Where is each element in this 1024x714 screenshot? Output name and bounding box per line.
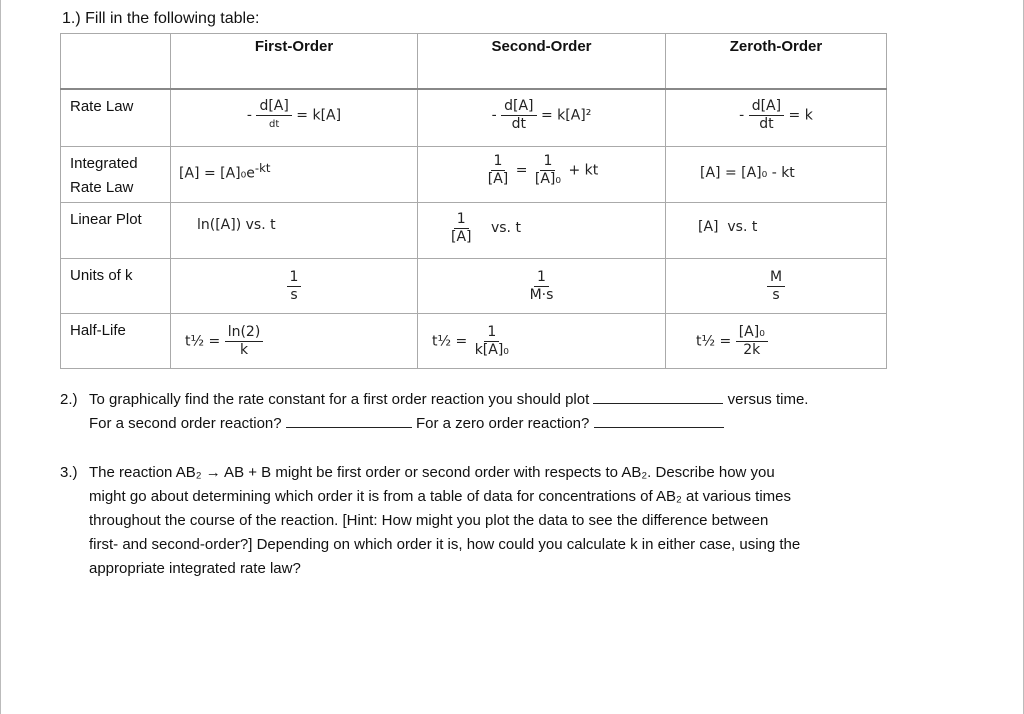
cell-second-linear-plot bbox=[418, 202, 666, 258]
cell-second-rate-law bbox=[418, 89, 666, 146]
rate-expression: = k[A]² bbox=[540, 107, 592, 124]
fraction-numerator: 1 bbox=[491, 153, 506, 171]
row-label-line-2: Rate Law bbox=[70, 178, 134, 196]
cell-zeroth-rate-law bbox=[666, 89, 887, 146]
half-life-fraction bbox=[225, 324, 264, 359]
header-zeroth-order: Zeroth-Order bbox=[666, 34, 887, 90]
question-2-text: To graphically find the rate constant for a first order reaction you should plot bbox=[89, 391, 590, 408]
integrated-expression: [A] = [A]₀ - kt bbox=[700, 164, 795, 181]
inverse-concentration-fraction bbox=[485, 153, 512, 188]
minus-sign: - bbox=[246, 107, 252, 124]
minus-sign: - bbox=[491, 107, 497, 124]
half-life-fraction bbox=[472, 324, 512, 359]
inverse-initial-concentration-fraction bbox=[532, 153, 564, 188]
question-2-number: 2.) bbox=[60, 391, 78, 408]
question-3-line: might go about determining which order it is from a table of data for concentrations of AB₂ at various times bbox=[89, 488, 792, 505]
fraction-denominator: [A] bbox=[451, 228, 472, 245]
header-second-order: Second-Order bbox=[418, 34, 666, 90]
question-3-number: 3.) bbox=[60, 464, 78, 481]
question-3-line: first- and second-order?] Depending on which order it is, how could you calculate k in either case, using the bbox=[89, 536, 801, 553]
second-order-prompt: For a second order reaction? bbox=[89, 415, 282, 432]
half-life-fraction bbox=[736, 324, 768, 359]
rate-expression: = k[A] bbox=[296, 107, 342, 124]
fraction-denominator: k bbox=[239, 341, 249, 358]
answer-blank-second-order[interactable] bbox=[286, 413, 412, 428]
fraction-numerator: 1 bbox=[540, 153, 555, 171]
plot-expression: [A] vs. t bbox=[698, 218, 758, 235]
fraction-denominator: s bbox=[772, 286, 780, 303]
question-1-heading: 1.) Fill in the following table: bbox=[62, 10, 260, 27]
corner-cell bbox=[61, 34, 171, 90]
cell-zeroth-linear-plot bbox=[666, 202, 887, 258]
fraction-denominator: k[A]₀ bbox=[474, 341, 509, 358]
fraction-numerator: d[A] bbox=[256, 98, 291, 116]
table-row-linear-plot bbox=[61, 202, 887, 258]
zero-order-prompt: For a zero order reaction? bbox=[415, 415, 590, 432]
cell-first-units bbox=[171, 258, 418, 313]
cell-first-integrated bbox=[171, 146, 418, 202]
row-label-half-life: Half-Life bbox=[61, 313, 171, 368]
fraction-numerator: 1 bbox=[454, 211, 469, 229]
kt-term: + kt bbox=[568, 162, 599, 178]
inverse-concentration-fraction bbox=[448, 211, 475, 246]
derivative-fraction bbox=[256, 98, 291, 133]
plot-vs-text: vs. t bbox=[490, 220, 521, 236]
question-3-line: appropriate integrated rate law? bbox=[89, 560, 301, 577]
fraction-numerator: d[A] bbox=[501, 98, 536, 116]
row-label-line-1: Integrated bbox=[70, 154, 138, 172]
question-2-line-1 bbox=[89, 388, 960, 412]
answer-blank-first-order[interactable] bbox=[593, 389, 723, 404]
question-3-line: The reaction AB₂ → AB + B might be first order or second order with respects to AB₂. Describe how you bbox=[89, 464, 775, 481]
derivative-fraction bbox=[501, 98, 536, 133]
cell-zeroth-units bbox=[666, 258, 887, 313]
fraction-numerator: 1 bbox=[534, 269, 549, 287]
answer-blank-zero-order[interactable] bbox=[594, 413, 724, 428]
equals-sign: = bbox=[515, 162, 528, 178]
row-label-linear-plot: Linear Plot bbox=[61, 202, 171, 258]
cell-first-rate-law bbox=[171, 89, 418, 146]
fraction-numerator: ln(2) bbox=[225, 324, 264, 342]
half-life-symbol: t½ = bbox=[185, 333, 221, 349]
plot-expression: ln([A]) vs. t bbox=[197, 216, 276, 233]
cell-second-units bbox=[418, 258, 666, 313]
cell-first-half-life bbox=[171, 313, 418, 368]
fraction-numerator: [A]₀ bbox=[736, 324, 768, 342]
question-3-line: throughout the course of the reaction. [Hint: How might you plot the data to see the difference between bbox=[89, 512, 769, 529]
fraction-denominator: M·s bbox=[529, 286, 554, 303]
header-first-order: First-Order bbox=[171, 34, 418, 90]
cell-second-integrated bbox=[418, 146, 666, 202]
units-fraction bbox=[767, 269, 785, 304]
table-header-row bbox=[61, 34, 887, 90]
exponent: -kt bbox=[254, 160, 271, 175]
question-2-line-2 bbox=[89, 412, 960, 436]
units-fraction bbox=[527, 269, 557, 304]
fraction-denominator: dt bbox=[268, 119, 280, 130]
rate-expression: = k bbox=[788, 107, 813, 124]
fraction-numerator: M bbox=[767, 269, 785, 287]
cell-zeroth-half-life bbox=[666, 313, 887, 368]
integrated-expression: [A] = [A]₀e bbox=[179, 165, 255, 182]
row-label-rate-law: Rate Law bbox=[61, 89, 171, 146]
table-row-integrated-rate-law bbox=[61, 146, 887, 202]
cell-second-half-life bbox=[418, 313, 666, 368]
fraction-denominator: dt bbox=[511, 116, 527, 132]
fraction-denominator: 2k bbox=[743, 341, 761, 358]
half-life-symbol: t½ = bbox=[432, 333, 468, 349]
cell-first-linear-plot bbox=[171, 202, 418, 258]
question-3 bbox=[60, 461, 920, 581]
derivative-fraction bbox=[749, 98, 784, 133]
half-life-symbol: t½ = bbox=[696, 333, 732, 349]
row-label-integrated-rate-law bbox=[61, 146, 171, 202]
row-label-units-of-k: Units of k bbox=[61, 258, 171, 313]
fraction-denominator: s bbox=[290, 286, 298, 303]
fraction-numerator: 1 bbox=[484, 324, 499, 342]
question-2-suffix: versus time. bbox=[727, 391, 809, 408]
fraction-denominator: [A]₀ bbox=[534, 170, 562, 187]
question-2 bbox=[60, 388, 960, 436]
table-row-rate-law bbox=[61, 89, 887, 146]
units-fraction bbox=[287, 269, 302, 304]
table-row-half-life bbox=[61, 313, 887, 368]
fraction-numerator: 1 bbox=[287, 269, 302, 287]
table-row-units-of-k bbox=[61, 258, 887, 313]
minus-sign: - bbox=[739, 107, 745, 124]
fraction-numerator: d[A] bbox=[749, 98, 784, 116]
kinetics-table bbox=[60, 33, 887, 369]
fraction-denominator: [A] bbox=[487, 170, 509, 187]
fraction-denominator: dt bbox=[759, 116, 774, 132]
cell-zeroth-integrated bbox=[666, 146, 887, 202]
